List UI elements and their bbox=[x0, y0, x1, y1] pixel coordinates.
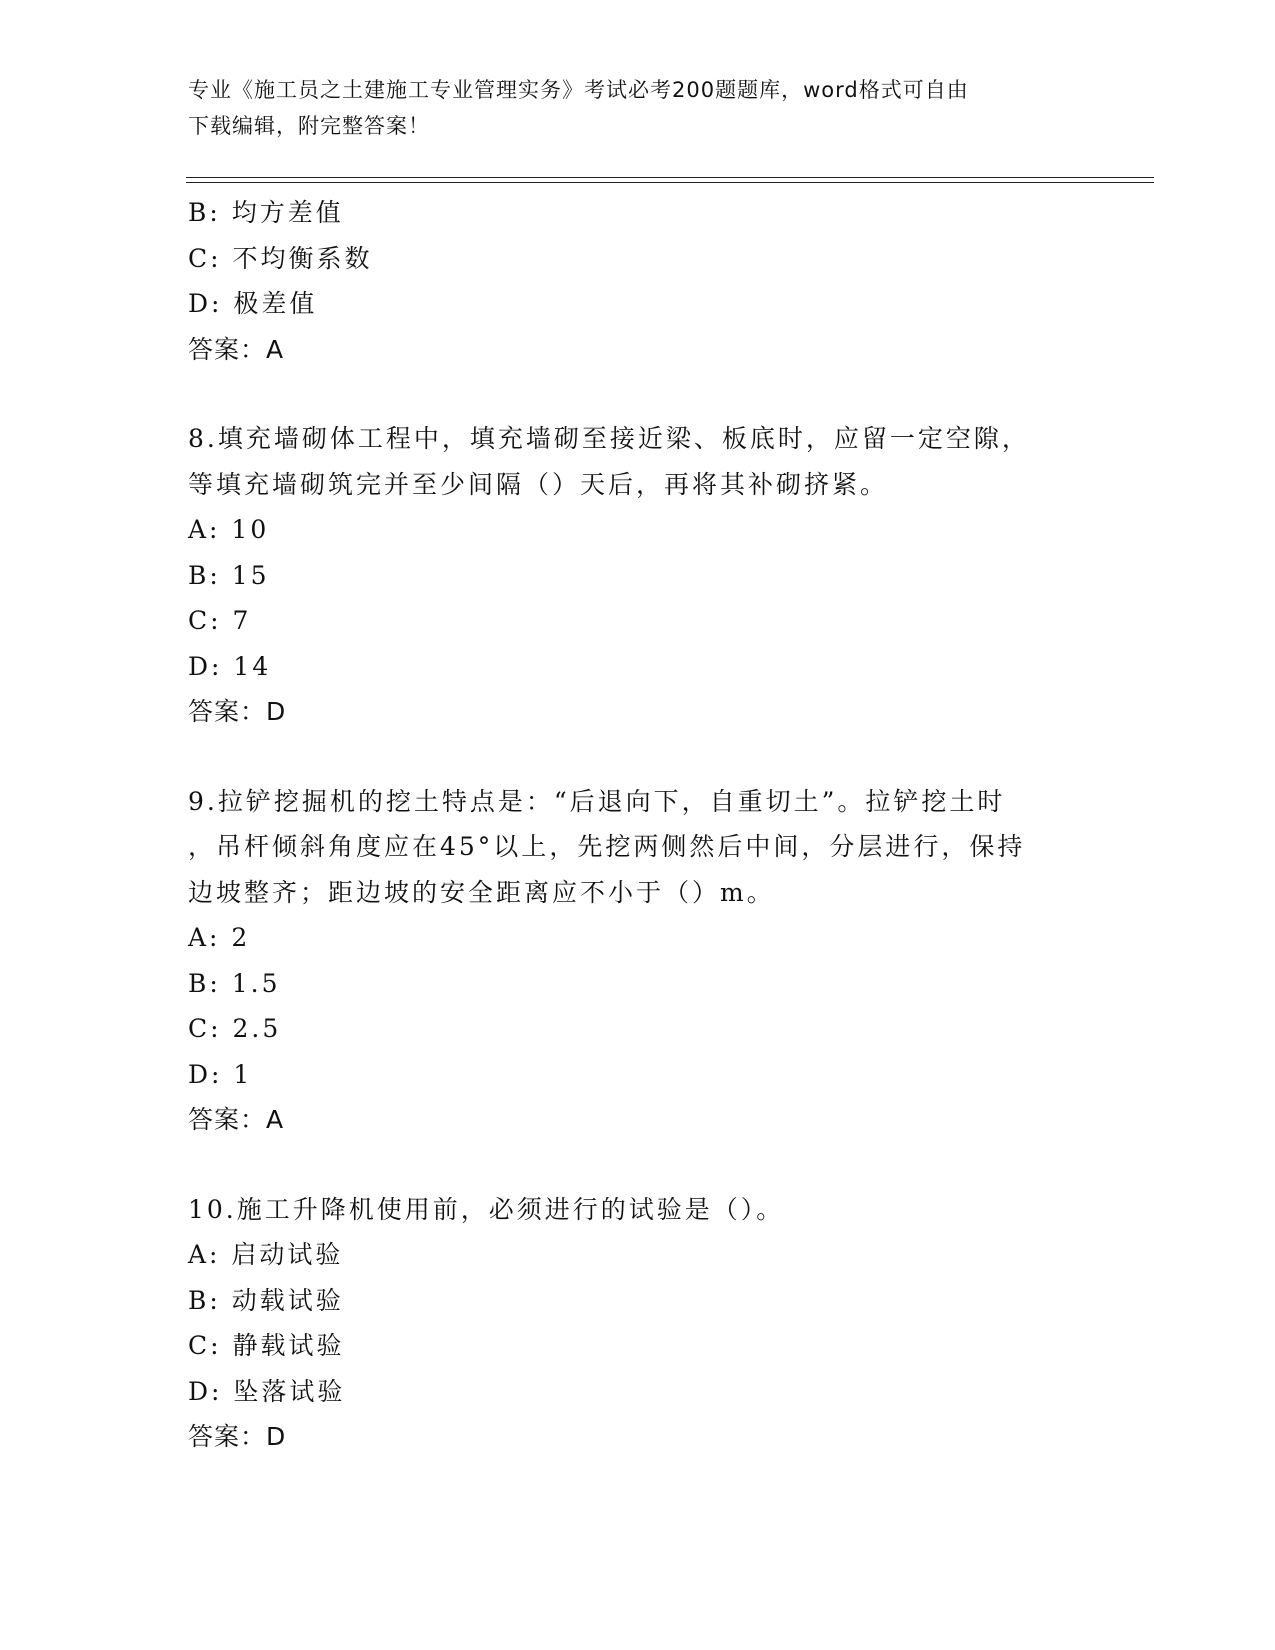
option-b: B: 1.5 bbox=[188, 968, 281, 998]
question-block-9 bbox=[188, 779, 1088, 1143]
answer-line: 答案：D bbox=[188, 1422, 287, 1451]
question-text-line: ，吊杆倾斜角度应在45°以上，先挖两侧然后中间，分层进行，保持 bbox=[188, 832, 1026, 861]
header-divider-bottom bbox=[186, 182, 1154, 183]
question-text-line: 9.拉铲挖掘机的挖土特点是：“后退向下，自重切土”。拉铲挖土时 bbox=[188, 786, 1006, 816]
option-a: A: 2 bbox=[188, 923, 251, 952]
option-c: C: 7 bbox=[188, 606, 252, 635]
option-a: A: 启动试验 bbox=[188, 1240, 344, 1269]
question-block-8 bbox=[188, 416, 1088, 735]
question-text-line: 8.填充墙砌体工程中，填充墙砌至接近梁、板底时，应留一定空隙， bbox=[188, 424, 1030, 453]
option-c: C: 2.5 bbox=[188, 1014, 282, 1043]
option-c: C: 静载试验 bbox=[188, 1331, 345, 1360]
answer-line: 答案：A bbox=[188, 1105, 285, 1134]
header-line-2: 下载编辑，附完整答案！ bbox=[188, 114, 430, 138]
question-text-line: 等填充墙砌筑完并至少间隔（）天后，再将其补砌挤紧。 bbox=[188, 469, 889, 499]
document-header bbox=[188, 72, 1078, 144]
header-line-1: 专业《施工员之土建施工专业管理实务》考试必考200题题库，word格式可自由 bbox=[188, 78, 969, 102]
option-b: B: 15 bbox=[188, 560, 270, 590]
option-d: D: 坠落试验 bbox=[188, 1376, 346, 1406]
answer-line: 答案：A bbox=[188, 334, 285, 364]
option-b: B: 动载试验 bbox=[188, 1285, 344, 1315]
option-c: C: 不均衡系数 bbox=[188, 243, 373, 273]
option-d: D: 1 bbox=[188, 1059, 253, 1089]
header-divider-top bbox=[186, 177, 1154, 178]
question-block-prev bbox=[188, 190, 1088, 372]
option-d: D: 极差值 bbox=[188, 289, 318, 318]
question-text-line: 10.施工升降机使用前，必须进行的试验是（）。 bbox=[188, 1194, 785, 1224]
answer-line: 答案：D bbox=[188, 697, 287, 726]
question-list bbox=[188, 190, 1088, 1460]
option-b: B: 均方差值 bbox=[188, 198, 344, 227]
question-block-10 bbox=[188, 1187, 1088, 1460]
option-d: D: 14 bbox=[188, 651, 272, 681]
question-text-line: 边坡整齐；距边坡的安全距离应不小于（）m。 bbox=[188, 877, 775, 907]
option-a: A: 10 bbox=[188, 515, 270, 544]
